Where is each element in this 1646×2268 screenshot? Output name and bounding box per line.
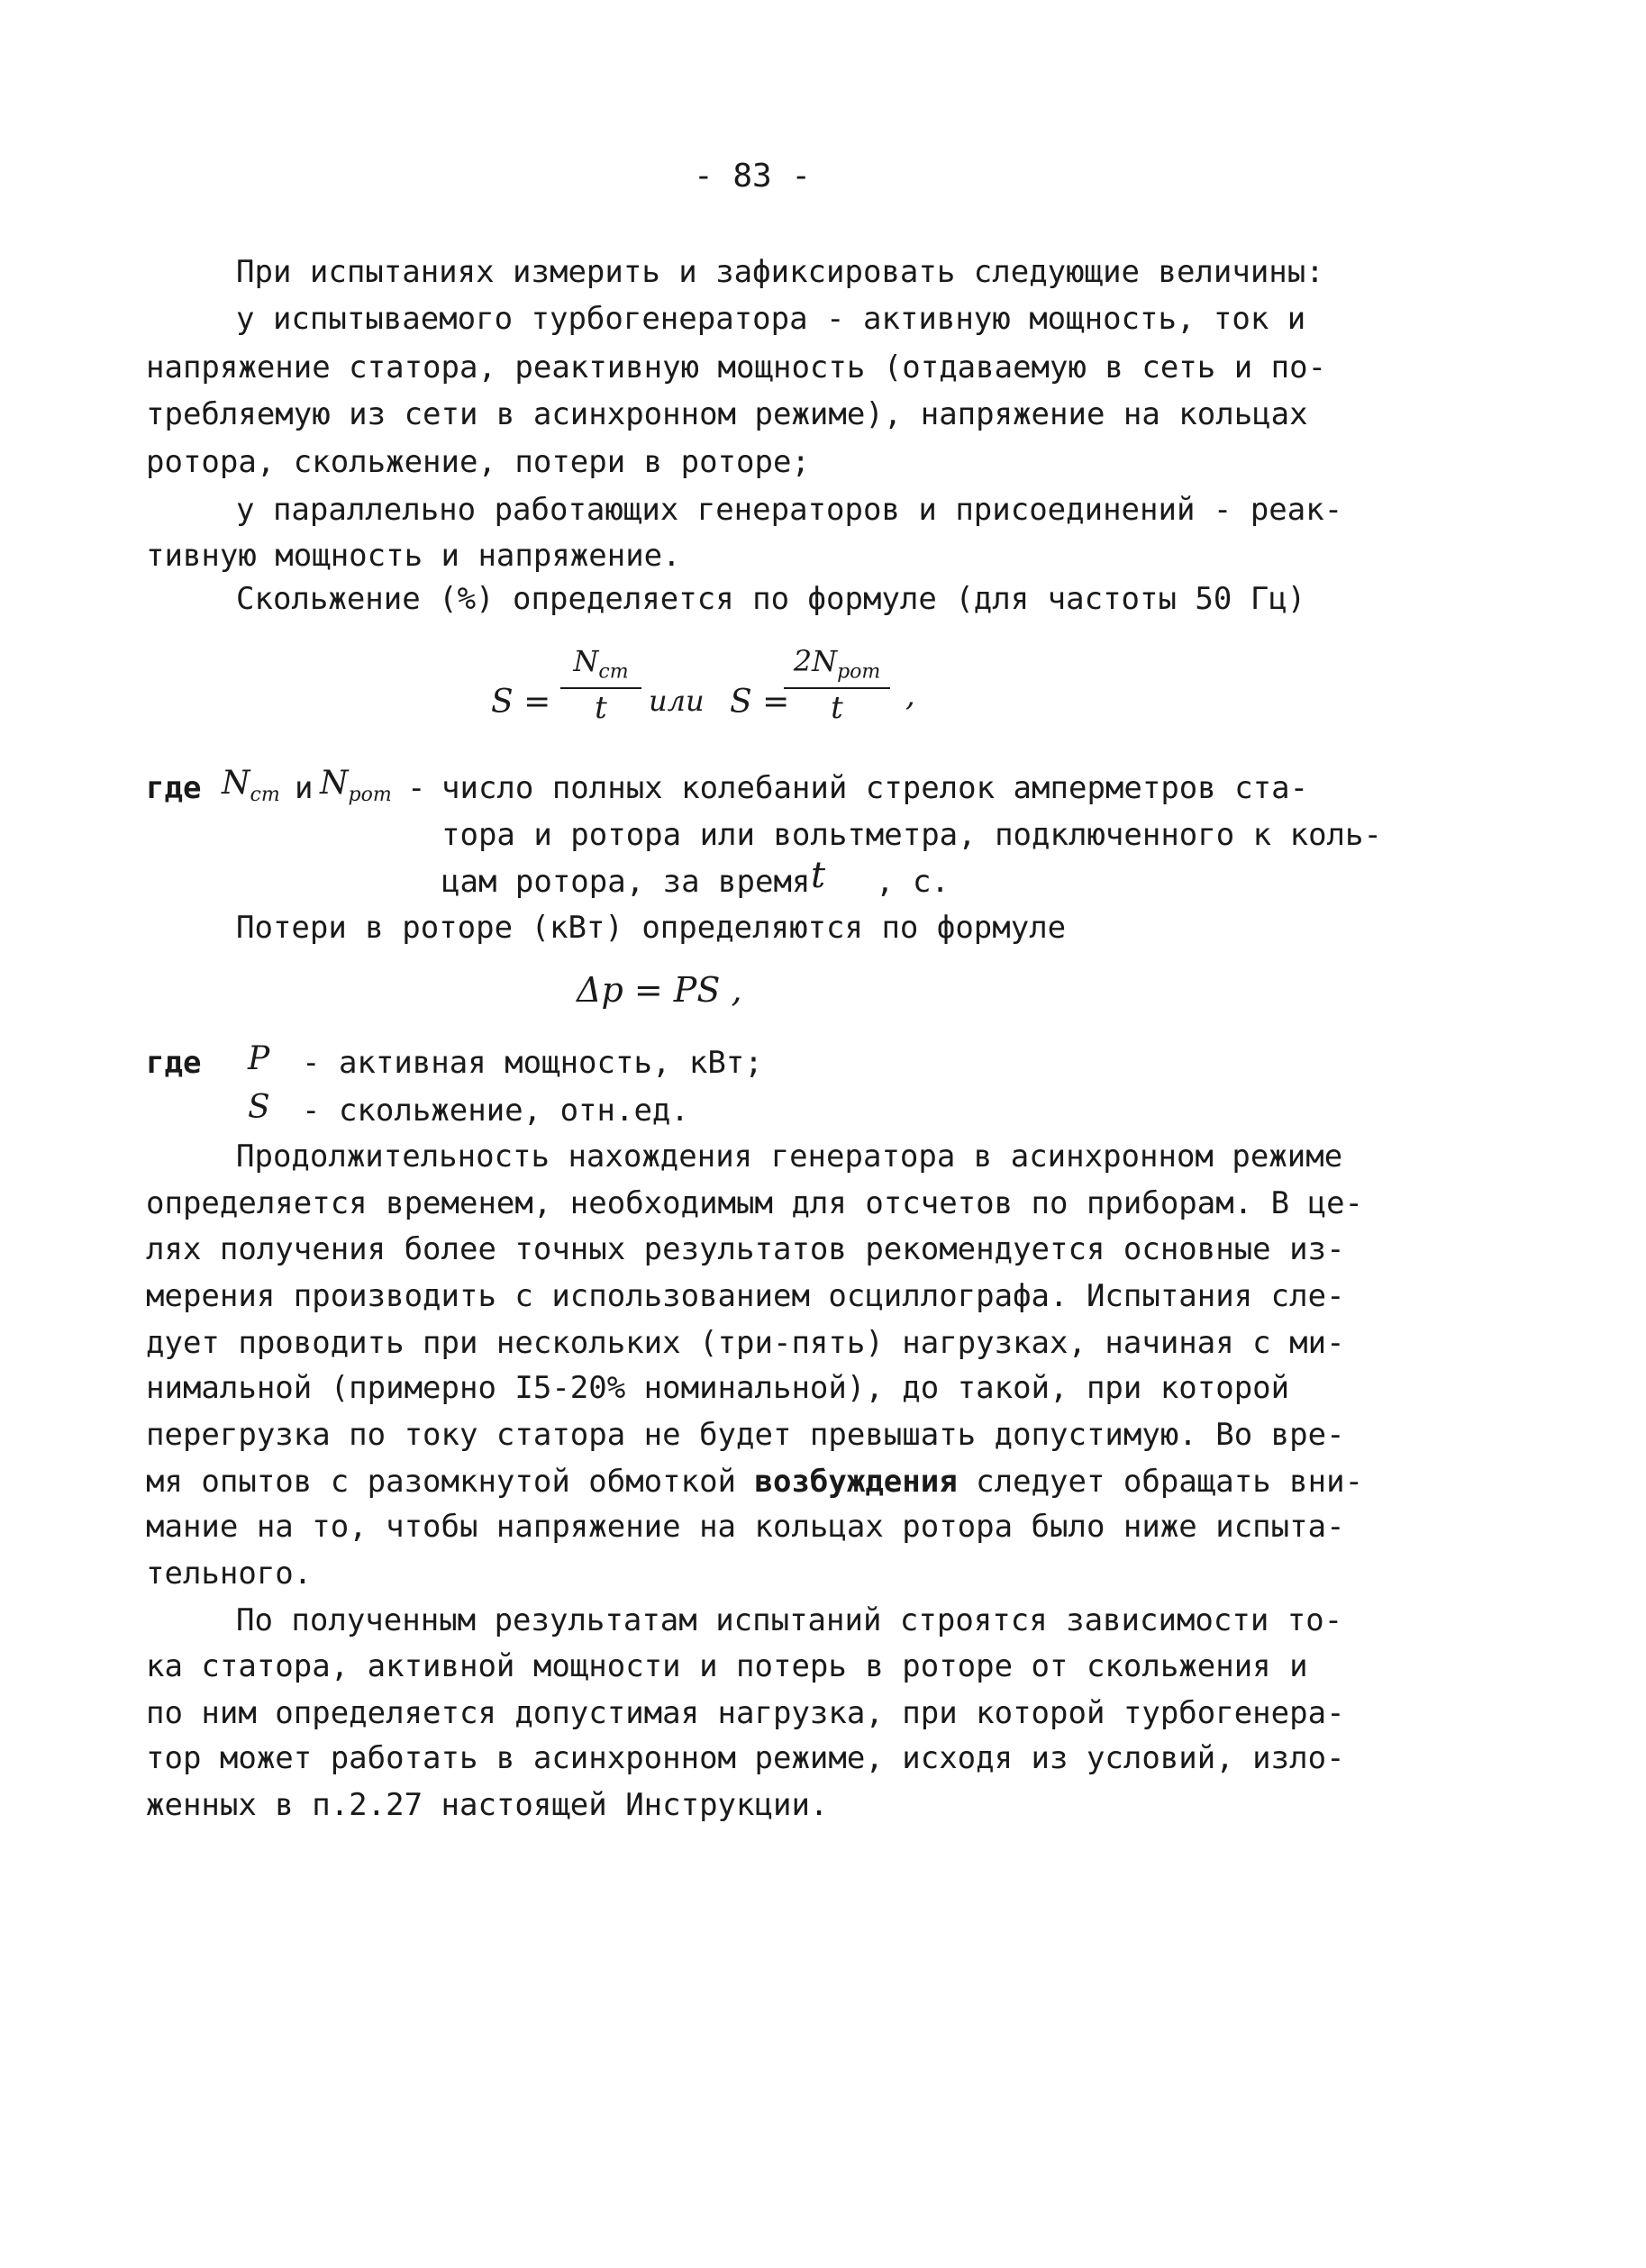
fraction-numerator: $2N_{рот}$ [793,644,881,684]
text-line [146,1464,1364,1500]
symbol-p: P [248,1040,270,1077]
text-line: дует проводить при нескольких (три-пять) нагрузках, начиная с ми- [146,1325,1345,1361]
symbol-n-st: $N_{ст}$ [222,765,280,807]
definition-dash: - [407,770,426,806]
text-line: нимальной (примерно I5-20% номинальной), до такой, при которой [146,1370,1290,1406]
formula-comma: , [905,677,915,713]
text-line: у параллельно работающих генераторов и присоединений - реак- [236,492,1343,528]
text-line: ротора, скольжение, потери в роторе; [146,444,810,480]
text-line: Потери в роторе (кВт) определяются по формуле [236,910,1067,946]
text-line: , с. [876,864,950,900]
text-segment: следует обращать вни- [976,1464,1364,1500]
text-line: - активная мощность, кВт; [302,1045,763,1081]
formula-or: или [649,684,705,718]
text-line: тельного. [146,1556,313,1592]
fraction-2 [784,644,890,727]
where-label: где [146,1045,202,1081]
symbol-n-rot: $N_{рот}$ [320,765,392,807]
text-line: мерения производить с использованием осциллографа. Испытания сле- [146,1278,1345,1314]
bold-word: возбуждения [754,1464,958,1500]
page-number: - 83 - [694,158,812,195]
text-line: тивную мощность и напряжение. [146,538,681,574]
fraction-denominator: t [831,690,843,727]
text-line: напряжение статора, реактивную мощность (отдаваемую в сеть и по- [146,349,1327,386]
text-line: Скольжение (%) определяется по формуле (для частоты 50 Гц) [236,581,1306,617]
and-word: и [295,770,314,806]
fraction-bar [784,687,890,689]
text-line: цам ротора, за время [441,864,811,900]
text-line: При испытаниях измерить и зафиксировать следующие величины: [236,254,1324,290]
text-line: - скольжение, отн.ед. [302,1093,689,1129]
text-line: мание на то, чтобы напряжение на кольцах ротора было ниже испыта- [146,1509,1345,1545]
fraction-denominator: t [595,690,607,727]
symbol-t: t [811,855,826,896]
text-line: определяется временем, необходимым для отсчетов по приборам. В це- [146,1185,1364,1221]
text-line: лях получения более точных результатов рекомендуется основные из- [146,1231,1345,1267]
losses-formula: Δp = PS , [577,970,742,1010]
text-line: по ним определяется допустимая нагрузка, при которой турбогенера- [146,1695,1345,1731]
fraction-1 [560,644,641,727]
text-line: ка статора, активной мощности и потерь в роторе от скольжения и [146,1648,1308,1684]
text-line: у испытываемого турбогенератора - активную мощность, ток и [236,301,1306,337]
where-label: где [146,770,202,806]
text-line: женных в п.2.27 настоящей Инструкции. [146,1787,829,1823]
text-line: Продолжительность нахождения генератора в асинхронном режиме [236,1139,1343,1175]
text-line: По полученным результатам испытаний строятся зависимости то- [236,1602,1343,1638]
symbol-s: S [248,1089,270,1126]
formula-lhs: S = [491,684,551,721]
formula-lhs-2: S = [730,684,790,721]
fraction-numerator: $N_{ст}$ [573,644,629,684]
text-line: требляемую из сети в асинхронном режиме), напряжение на кольцах [146,396,1308,432]
text-line: перегрузка по току статора не будет превышать допустимую. Во вре- [146,1417,1345,1453]
fraction-bar [560,687,641,689]
text-line: число полных колебаний стрелок амперметров ста- [441,770,1309,806]
text-line: тора и ротора или вольтметра, подключенного к коль- [441,817,1382,853]
text-line: тор может работать в асинхронном режиме, исходя из условий, изло- [146,1740,1345,1776]
text-segment: мя опытов с разомкнутой обмоткой [146,1464,737,1500]
